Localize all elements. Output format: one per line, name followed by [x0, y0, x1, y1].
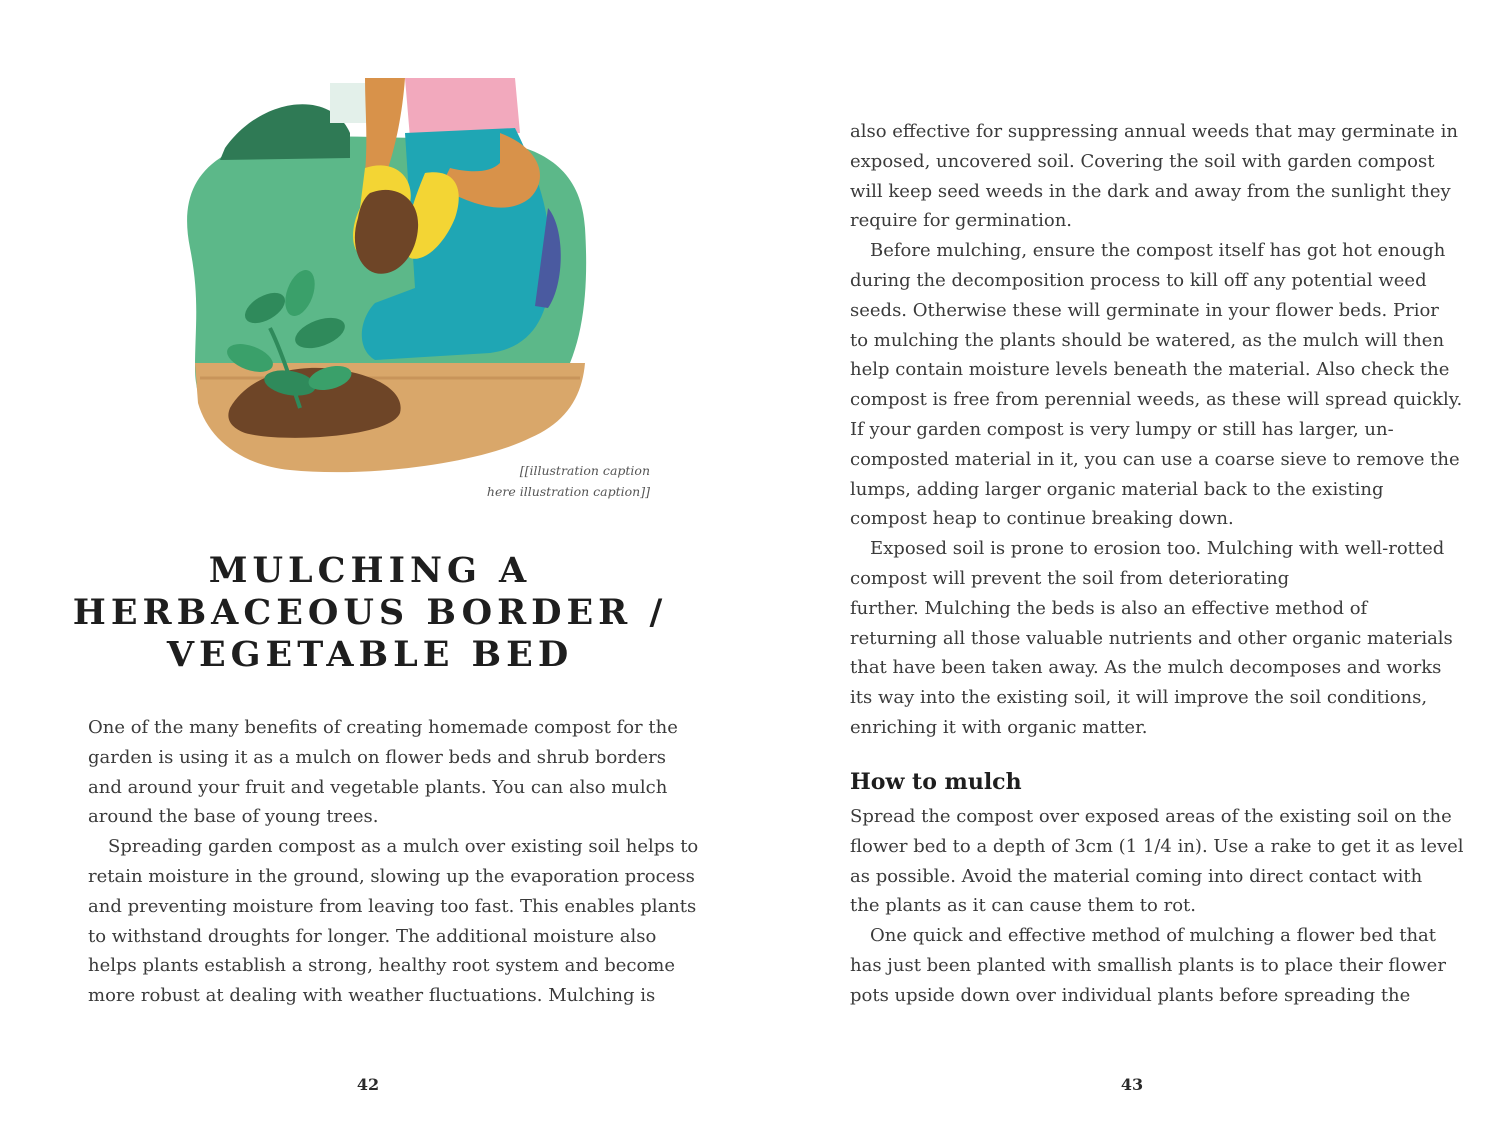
- sky-patch: [330, 83, 370, 123]
- text-line: help contain moisture levels beneath the material. Also check the: [850, 359, 1450, 381]
- text-line: its way into the existing soil, it will improve the soil conditions,: [850, 687, 1428, 709]
- section-subheading: How to mulch: [850, 769, 1022, 795]
- text-line: Before mulching, ensure the compost itself has got hot enough: [870, 240, 1446, 262]
- text-line: compost is free from perennial weeds, as these will spread quickly.: [850, 389, 1463, 411]
- chapter-heading: [60, 550, 680, 676]
- caption-line: [[illustration caption: [519, 463, 650, 478]
- illustration-svg: [170, 78, 590, 478]
- text-line: compost heap to continue breaking down.: [850, 508, 1234, 530]
- illustration-caption: [440, 460, 650, 502]
- text-line: Exposed soil is prone to erosion too. Mulching with well-rotted: [870, 538, 1445, 560]
- text-line: flower bed to a depth of 3cm (1 1/4 in). Use a rake to get it as level: [850, 835, 1464, 857]
- text-line: compost will prevent the soil from deteriorating: [850, 567, 1290, 589]
- text-line: will keep seed weeds in the dark and away from the sunlight they: [850, 180, 1451, 202]
- text-line: If your garden compost is very lumpy or still has larger, un-: [850, 418, 1394, 440]
- text-line: garden is using it as a mulch on flower beds and shrub borders: [88, 746, 667, 768]
- text-line: more robust at dealing with weather fluctuations. Mulching is: [88, 985, 656, 1007]
- right-body-text-bottom: [850, 802, 1464, 1011]
- left-body-text: [88, 713, 699, 1011]
- text-line: around the base of young trees.: [88, 806, 379, 828]
- page-number: 43: [1120, 1075, 1144, 1094]
- text-line: lumps, adding larger organic material back to the existing: [850, 478, 1384, 500]
- gardener-mulching-illustration: [170, 78, 590, 478]
- text-line: that have been taken away. As the mulch decomposes and works: [850, 657, 1442, 679]
- right-body-text-top: [850, 117, 1463, 743]
- text-line: One of the many benefits of creating homemade compost for the: [88, 717, 678, 738]
- text-line: has just been planted with smallish plants is to place their flower: [850, 954, 1446, 976]
- text-line: seeds. Otherwise these will germinate in your flower beds. Prior: [850, 299, 1439, 321]
- heading-line: MULCHING A: [208, 550, 532, 591]
- text-line: pots upside down over individual plants before spreading the: [850, 984, 1411, 1006]
- text-line: to withstand droughts for longer. The additional moisture also: [88, 925, 657, 947]
- text-line: Spreading garden compost as a mulch over existing soil helps to: [108, 836, 699, 858]
- text-line: One quick and effective method of mulching a flower bed that: [870, 925, 1437, 947]
- text-line: Spread the compost over exposed areas of the existing soil on the: [850, 806, 1452, 827]
- text-line: during the decomposition process to kill off any potential weed: [850, 269, 1427, 291]
- text-line: and around your fruit and vegetable plants. You can also mulch: [88, 776, 668, 798]
- text-line: composted material in it, you can use a coarse sieve to remove the: [850, 448, 1460, 470]
- text-line: require for germination.: [850, 210, 1073, 232]
- text-line: further. Mulching the beds is also an effective method of: [850, 597, 1368, 619]
- text-line: retain moisture in the ground, slowing up the evaporation process: [88, 865, 695, 887]
- text-line: the plants as it can cause them to rot.: [850, 895, 1196, 917]
- text-line: also effective for suppressing annual weeds that may germinate in: [850, 121, 1459, 142]
- text-line: returning all those valuable nutrients and other organic materials: [850, 627, 1453, 649]
- text-line: exposed, uncovered soil. Covering the soil with garden compost: [850, 150, 1435, 172]
- text-line: enriching it with organic matter.: [850, 716, 1148, 738]
- caption-line: here illustration caption]]: [486, 484, 650, 499]
- page-number: 42: [356, 1075, 380, 1094]
- text-line: to mulching the plants should be watered, as the mulch will then: [850, 329, 1445, 351]
- text-line: and preventing moisture from leaving too fast. This enables plants: [88, 895, 697, 917]
- text-line: helps plants establish a strong, healthy root system and become: [88, 955, 676, 977]
- heading-line: HERBACEOUS BORDER /: [72, 592, 668, 633]
- heading-line: VEGETABLE BED: [166, 634, 574, 675]
- text-line: as possible. Avoid the material coming into direct contact with: [850, 865, 1423, 887]
